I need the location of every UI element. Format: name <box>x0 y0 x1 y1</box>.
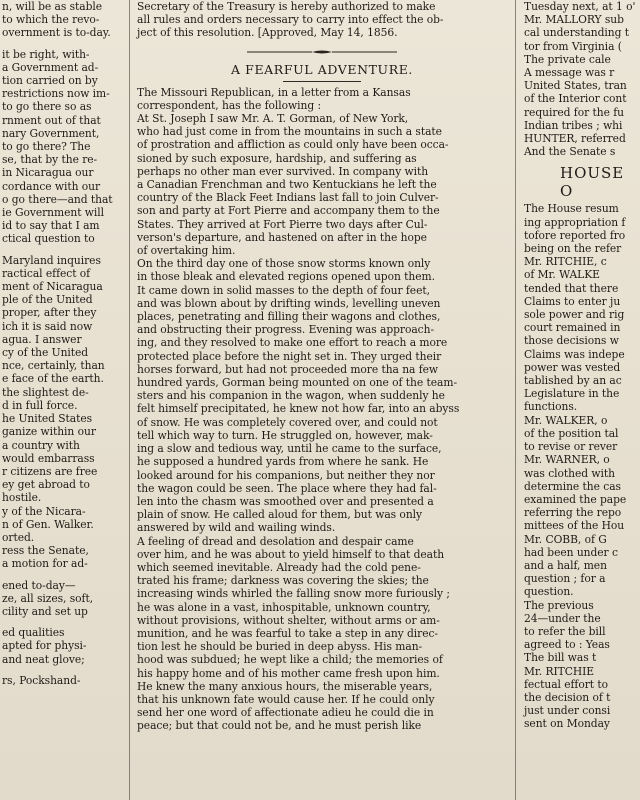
section-heading: HOUSE O <box>560 164 625 201</box>
text-line: and a half, men <box>524 558 607 572</box>
text-line: a country with <box>2 438 80 452</box>
text-line: restrictions now im- <box>2 87 110 101</box>
text-line: ing appropriation f <box>524 215 626 229</box>
text-line: answered by wild and wailing winds. <box>137 521 336 535</box>
text-line: Claims was indepe <box>524 347 625 361</box>
text-line: without provisions, without shelter, without arms or am- <box>137 613 440 627</box>
text-line: ctical question to <box>2 232 95 246</box>
text-line <box>0 40 126 48</box>
text-line: rnment out of that <box>2 113 101 127</box>
text-line: Secretary of the Treasury is hereby authorized to make <box>137 0 436 13</box>
text-line: and neat glove; <box>2 652 85 666</box>
text-line: ey get abroad to <box>2 478 90 492</box>
text-line: horses forward, but had not proceeded more tha na few <box>137 362 439 376</box>
text-line: ie Government will <box>2 206 105 220</box>
text-line <box>0 618 126 626</box>
text-line: tion carried on by <box>2 74 98 88</box>
text-line: ich it is said now <box>2 319 93 333</box>
column-rule-left <box>129 0 130 800</box>
text-line: those decisions w <box>524 334 619 348</box>
article-headline: A FEARFUL ADVENTURE. <box>230 61 414 77</box>
text-line: hood was subdued; he wept like a child; the memories of <box>137 653 443 667</box>
text-line: looked around for his companions, but neither they nor <box>137 468 435 482</box>
text-line: proper, after they <box>2 306 97 320</box>
text-line: Maryland inquires <box>2 253 101 267</box>
text-line: Mr. WALKER, o <box>524 413 608 427</box>
text-line: his happy home and of his mother came fresh upon him. <box>137 666 440 680</box>
text-line: examined the pape <box>524 492 627 506</box>
text-line: cy of the United <box>2 346 89 360</box>
text-line: cility and set up <box>2 604 88 618</box>
text-line: who had just come in from the mountains in such a state <box>137 125 442 139</box>
text-line: United States, tran <box>524 79 627 93</box>
text-line: over him, and he was about to yield himself to that death <box>137 547 445 561</box>
text-line: The Missouri Republican, in a letter from a Kansas <box>137 85 411 99</box>
text-line: and obstructing their progress. Evening was approach- <box>137 323 435 337</box>
text-line: Mr. MALLORY sub <box>524 13 624 27</box>
text-line: mittees of the Hou <box>524 519 625 533</box>
text-line: Claims to enter ju <box>524 294 621 308</box>
text-line: A feeling of dread and desolation and despair came <box>137 534 414 548</box>
text-line: It came down in solid masses to the depth of four feet, <box>137 283 430 297</box>
text-line: son and party at Fort Pierre and accompany them to the <box>137 204 440 218</box>
ornamental-rule <box>247 50 397 54</box>
text-line: nce, certainly, than <box>2 359 105 373</box>
text-line: the slightest de- <box>2 385 89 399</box>
text-line: tablished by an ac <box>524 374 622 388</box>
center-column <box>133 0 511 733</box>
text-line: And the Senate s <box>524 145 616 159</box>
text-line: sole power and rig <box>524 308 625 322</box>
text-line: ress the Senate, <box>2 544 89 558</box>
text-line: Mr. WARNER, o <box>524 453 610 467</box>
text-line: tofore reported fro <box>524 228 626 242</box>
text-line: to which the revo- <box>2 13 100 27</box>
text-line: was clothed with <box>524 466 615 480</box>
text-line: d in full force. <box>2 398 78 412</box>
text-line: id to say that I am <box>2 219 100 233</box>
text-line: perhaps no other man ever survived. In company with <box>137 164 429 178</box>
text-line: sent on Monday <box>524 717 610 731</box>
text-line: ple of the United <box>2 293 93 307</box>
text-line: orted. <box>2 530 35 544</box>
text-line: ganize within our <box>2 425 96 439</box>
text-line: At St. Joseph I saw Mr. A. T. Gorman, of New York, <box>137 112 409 126</box>
text-line: States. They arrived at Fort Pierre two days after Cul- <box>137 217 428 231</box>
text-line: being on the refer <box>524 242 622 256</box>
text-line: the decision of t <box>524 690 611 704</box>
text-line: r citizens are free <box>2 464 98 478</box>
text-line: to go there so as <box>2 100 92 114</box>
text-line: of snow. He was completely covered over, and could not <box>137 415 438 429</box>
text-line: he was alone in a vast, inhospitable, unknown country, <box>137 600 431 614</box>
text-line: Mr. RITCHIE <box>524 664 595 678</box>
text-line: tended that there <box>524 281 619 295</box>
text-line: trated his frame; darkness was covering the skies; the <box>137 574 429 588</box>
text-line: of prostration and affliction as could only have been occa- <box>137 138 449 152</box>
text-line: in those bleak and elevated regions opened upon them. <box>137 270 435 284</box>
text-line: tor from Virginia ( <box>524 39 622 53</box>
text-line: verson's departure, and hastened on after in the hope <box>137 230 427 244</box>
text-line: agreed to : Yeas <box>524 638 610 652</box>
text-line: He knew the many anxious hours, the miserable years, <box>137 679 433 693</box>
text-line: The private cale <box>524 52 611 66</box>
column-rule-right <box>515 0 516 800</box>
text-line: that his unknown fate would cause her. If he could only <box>137 692 435 706</box>
text-line: question. <box>524 585 574 599</box>
text-line: question ; for a <box>524 572 606 586</box>
text-line: just under consi <box>524 704 611 718</box>
text-line: The previous <box>524 598 594 612</box>
text-line: a Government ad- <box>2 60 99 74</box>
text-line: referring the repo <box>524 506 622 520</box>
text-line: tell which way to turn. He struggled on, however, mak- <box>137 428 433 442</box>
text-line: to refer the bill <box>524 624 606 638</box>
text-line: required for the fu <box>524 105 624 119</box>
text-line: e face of the earth. <box>2 372 104 386</box>
text-line: power was vested <box>524 360 621 374</box>
text-line: Tuesday next, at 1 o' <box>524 0 636 13</box>
text-line: it be right, with- <box>2 47 90 61</box>
text-line: would embarrass <box>2 451 95 465</box>
text-line: a Canadian Frenchman and two Kentuckians he left the <box>137 178 437 192</box>
text-line: peace; but that could not be, and he must perish like <box>137 719 422 733</box>
text-line: felt himself precipitated, he knew not how far, into an abyss <box>137 402 460 416</box>
text-line: which seemed inevitable. Already had the cold pene- <box>137 560 421 574</box>
text-line: Mr. RITCHIE, c <box>524 255 607 269</box>
text-line: se, that by the re- <box>2 153 98 167</box>
text-line: determine the cas <box>524 479 621 493</box>
text-line: a motion for ad- <box>2 557 88 571</box>
text-line: n, will be as stable <box>2 0 103 13</box>
text-line: HUNTER, referred <box>524 132 626 146</box>
text-line: of Mr. WALKE <box>524 268 600 282</box>
text-line: n of Gen. Walker. <box>2 517 94 531</box>
text-line: rs, Pockshand- <box>2 673 81 687</box>
text-line <box>0 666 126 674</box>
text-line: 24—under the <box>524 611 601 625</box>
text-line: hundred yards, Gorman being mounted on one of the team- <box>137 376 457 390</box>
text-line: ze, all sizes, soft, <box>2 591 94 605</box>
text-line: ing a slow and tedious way, until he came to the surface, <box>137 442 442 456</box>
text-line <box>0 571 126 579</box>
text-line: to revise or rever <box>524 440 618 454</box>
text-line: he United States <box>2 412 93 426</box>
text-line: places, penetrating and filling their wagons and clothes, <box>137 310 441 324</box>
text-line: On the third day one of those snow storms known only <box>137 257 431 271</box>
text-line: correspondent, has the following : <box>137 98 322 112</box>
text-line: of the Interior cont <box>524 92 627 106</box>
text-line: sters and his companion in the wagon, when suddenly he <box>137 389 445 403</box>
text-line: he supposed a hundred yards from where he sank. He <box>137 455 429 469</box>
text-line: A message was r <box>524 66 615 80</box>
text-line: len into the chasm was smoothed over and presented a <box>137 494 434 508</box>
text-line: agua. I answer <box>2 332 82 346</box>
text-line: increasing winds whirled the falling snow more furiously ; <box>137 587 450 601</box>
text-line: ject of this resolution. [Approved, May 14, 1856. <box>137 26 398 40</box>
text-line: tion lest he should be buried in deep abyss. His man- <box>137 640 423 654</box>
text-line: of the position tal <box>524 426 619 440</box>
left-column <box>0 0 126 687</box>
text-line: the wagon could be seen. The place where they had fal- <box>137 481 437 495</box>
text-line: had been under c <box>524 545 618 559</box>
text-line: court remained in <box>524 321 621 335</box>
text-line: and was blown about by drifting winds, levelling uneven <box>137 296 441 310</box>
text-line: in Nicaragua our <box>2 166 94 180</box>
text-line: sioned by such exposure, hardship, and suffering as <box>137 151 417 165</box>
text-line: ing, and they resolved to make one effort to reach a more <box>137 336 448 350</box>
headline-rule <box>283 81 361 82</box>
text-line: ened to-day— <box>2 578 76 592</box>
text-line: cal understanding t <box>524 26 629 40</box>
text-line: fectual effort to <box>524 677 608 691</box>
text-line: country of the Black Feet Indians last fall to join Culver- <box>137 191 439 205</box>
text-line: ractical effect of <box>2 266 91 280</box>
text-line: cordance with our <box>2 179 101 193</box>
text-line: Indian tribes ; whi <box>524 118 623 132</box>
text-line: protected place before the night set in. They urged their <box>137 349 442 363</box>
text-line: The House resum <box>524 202 619 216</box>
text-line: to go there? The <box>2 140 91 154</box>
text-line: o go there—and that <box>2 192 113 206</box>
text-line: ment of Nicaragua <box>2 280 103 294</box>
right-column <box>520 0 640 731</box>
article-body <box>133 86 511 733</box>
text-line: of overtaking him. <box>137 244 236 258</box>
text-line: munition, and he was fearful to take a step in any direc- <box>137 626 438 640</box>
text-line: overnment is to-day. <box>2 26 111 40</box>
text-line: apted for physi- <box>2 639 87 653</box>
text-line: The bill was t <box>524 651 597 665</box>
text-line: y of the Nicara- <box>2 504 86 518</box>
text-line: ed qualities <box>2 626 65 640</box>
text-line: plain of snow. He called aloud for them, but was only <box>137 508 423 522</box>
text-line: send her one word of affectionate adieu he could die in <box>137 706 434 720</box>
text-line: functions. <box>524 400 578 414</box>
text-line: nary Government, <box>2 126 100 140</box>
text-line <box>0 246 126 254</box>
text-line: Mr. COBB, of G <box>524 532 607 546</box>
text-line: Legislature in the <box>524 387 620 401</box>
text-line: hostile. <box>2 491 42 505</box>
text-line: all rules and orders necessary to carry into effect the ob- <box>137 13 444 27</box>
